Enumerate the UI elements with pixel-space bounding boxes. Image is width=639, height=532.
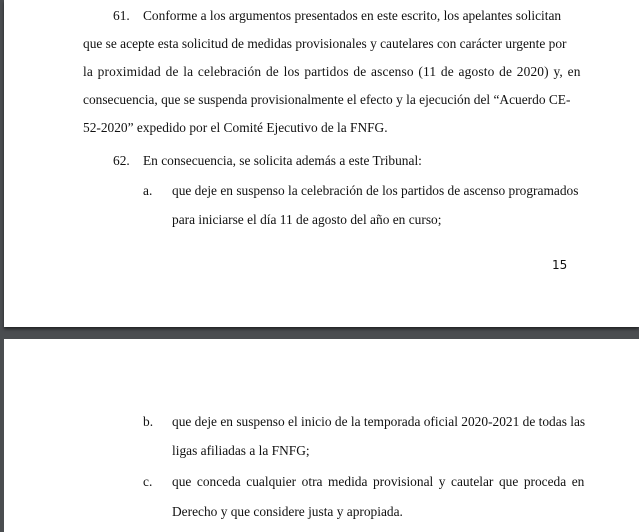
paragraph-62-text: En consecuencia, se solicita además a este Tribunal: xyxy=(143,153,422,168)
item-c-line-2: Derecho y que considere justa y apropiada. xyxy=(172,504,403,519)
paragraph-number-61: 61. xyxy=(113,8,130,23)
item-a-line-1: que deje en suspenso la celebración de los partidos de ascenso programados xyxy=(172,183,579,198)
item-a-line-2: para iniciarse el día 11 de agosto del año en curso; xyxy=(172,212,442,227)
paragraph-number-62: 62. xyxy=(113,153,130,168)
paragraph-61-line-5: 52-2020” expedido por el Comité Ejecutivo de la FNFG. xyxy=(83,120,388,135)
paragraph-61-line-1: Conforme a los argumentos presentados en este escrito, los apelantes solicitan xyxy=(143,8,562,23)
item-c-line-1: que conceda cualquier otra medida provisional y cautelar que proceda en xyxy=(172,474,585,489)
pdf-page-16 xyxy=(4,339,639,532)
list-marker-a: a. xyxy=(143,183,153,198)
list-marker-c: c. xyxy=(143,474,153,489)
item-b-line-1: que deje en suspenso el inicio de la temporada oficial 2020-2021 de todas las xyxy=(172,414,586,429)
list-marker-b: b. xyxy=(143,414,154,429)
pdf-page-15 xyxy=(4,0,639,327)
page-number: 15 xyxy=(552,258,568,272)
paragraph-61-line-3: la proximidad de la celebración de los partidos de ascenso (11 de agosto de 2020) y, en xyxy=(83,64,581,79)
paragraph-61-line-2: que se acepte esta solicitud de medidas provisionales y cautelares con carácter urgente por xyxy=(83,36,567,51)
item-b-line-2: ligas afiliadas a la FNFG; xyxy=(172,443,310,458)
paragraph-61-line-4: consecuencia, que se suspenda provisionalmente el efecto y la ejecución del “Acuerdo CE- xyxy=(83,92,571,107)
